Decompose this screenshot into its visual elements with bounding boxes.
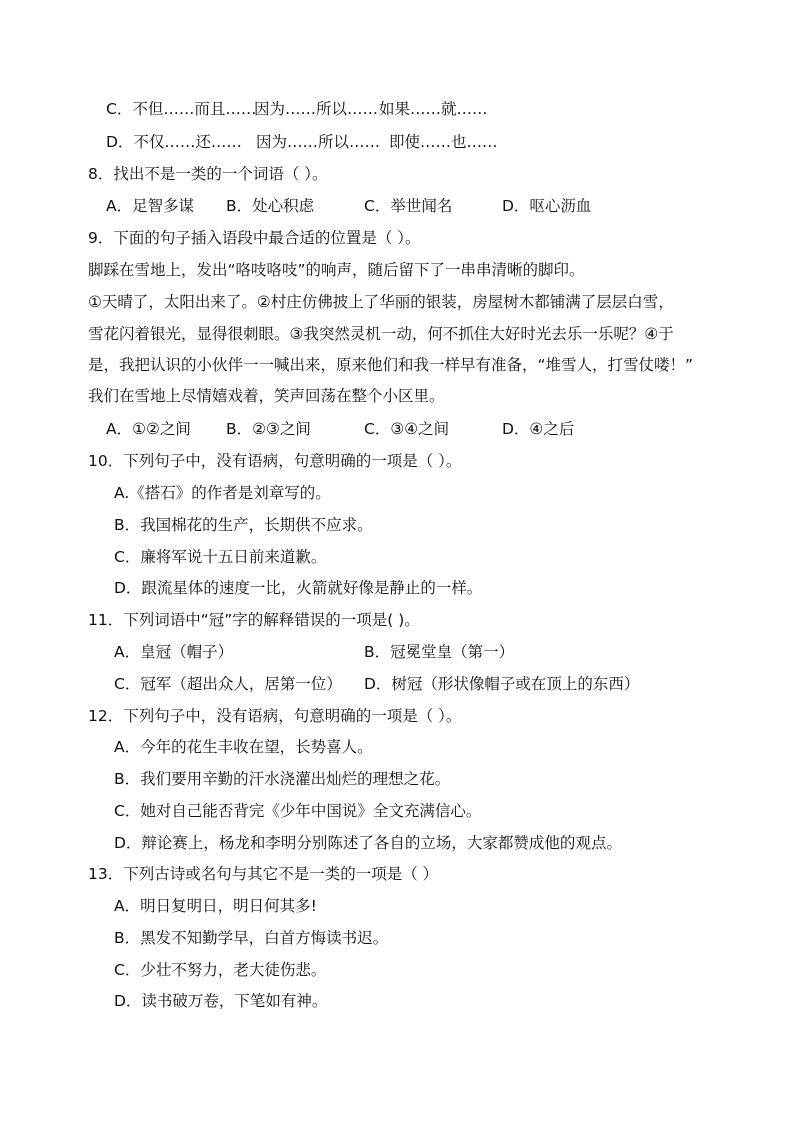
q9-passage-line-4: 我们在雪地上尽情嬉戏着，笑声回荡在整个小区里。	[88, 387, 445, 405]
q10-stem: 10．下列句子中，没有语病，句意明确的一项是（ ）。	[88, 452, 462, 470]
q9-passage-line-2: 雪花闪着银光，显得很刺眼。③我突然灵机一动，何不抓住大好时光去乐一乐呢？④于	[88, 325, 674, 343]
q12-option-c: C．她对自己能否背完《少年中国说》全文充满信心。	[114, 802, 482, 820]
q9-option-d: D．④之后	[502, 420, 575, 438]
q13-option-a: A．明日复明日，明日何其多!	[114, 897, 317, 915]
q9-option-a: A．①②之间	[106, 420, 191, 438]
q11-option-c: C．冠军（超出众人，居第一位）	[114, 675, 342, 693]
q11-option-b: B．冠冕堂皇（第一）	[364, 643, 515, 661]
q7-option-d-1: D．不仅……还……	[106, 133, 242, 151]
q12-option-a: A．今年的花生丰收在望，长势喜人。	[114, 738, 373, 756]
q8-option-b: B．处心积虑	[226, 197, 315, 215]
q7-option-c-1: C．不但……而且……	[106, 100, 257, 118]
q7-option-c-3: 如果……就……	[379, 100, 488, 118]
q10-option-a: A.《搭石》的作者是刘章写的。	[114, 484, 331, 502]
q9-sentence: 脚踩在雪地上，发出“咯吱咯吱”的响声，随后留下了一串串清晰的脚印。	[88, 261, 585, 279]
q11-stem: 11．下列词语中“冠”字的解释错误的一项是( )。	[88, 611, 420, 629]
q9-passage-line-3: 是，我把认识的小伙伴一一喊出来，原来他们和我一样早有准备，“堆雪人，打雪仗喽！”	[88, 356, 694, 374]
q7-option-d-3: 即使……也……	[389, 133, 498, 151]
q10-option-b: B．我国棉花的生产，长期供不应求。	[114, 516, 373, 534]
q7-option-c-2: 因为……所以……	[254, 100, 379, 118]
q10-option-d: D．跟流星体的速度一比，火箭就好像是静止的一样。	[114, 579, 483, 597]
q9-option-b: B．②③之间	[226, 420, 311, 438]
q13-option-d: D．读书破万卷，下笔如有神。	[114, 992, 328, 1010]
q12-stem: 12．下列句子中，没有语病，句意明确的一项是（ ）。	[88, 707, 462, 725]
q11-option-a: A．皇冠（帽子）	[114, 643, 234, 661]
q8-option-c: C．举世闻名	[364, 197, 453, 215]
q9-stem: 9．下面的句子插入语段中最合适的位置是（ ）。	[88, 229, 421, 247]
q12-option-d: D．辩论赛上，杨龙和李明分别陈述了各自的立场，大家都赞成他的观点。	[114, 834, 622, 852]
q13-stem: 13．下列古诗或名句与其它不是一类的一项是（ ）	[88, 865, 439, 883]
q8-stem: 8．找出不是一类的一个词语（ ）。	[88, 165, 328, 183]
q9-passage-line-1: ①天晴了，太阳出来了。②村庄仿佛披上了华丽的银装，房屋树木都铺满了层层白雪，	[88, 293, 674, 311]
q13-option-b: B．黑发不知勤学早，白首方悔读书迟。	[114, 929, 389, 947]
q8-option-d: D．呕心沥血	[502, 197, 592, 215]
q13-option-c: C．少壮不努力，老大徒伤悲。	[114, 961, 327, 979]
q12-option-b: B．我们要用辛勤的汗水浇灌出灿烂的理想之花。	[114, 770, 451, 788]
q8-option-a: A．足智多谋	[106, 197, 195, 215]
q10-option-c: C．廉将军说十五日前来道歉。	[114, 548, 327, 566]
q7-option-d-2: 因为……所以……	[256, 133, 381, 151]
q9-option-c: C．③④之间	[364, 420, 450, 438]
q11-option-d: D．树冠（形状像帽子或在顶上的东西）	[364, 675, 640, 693]
